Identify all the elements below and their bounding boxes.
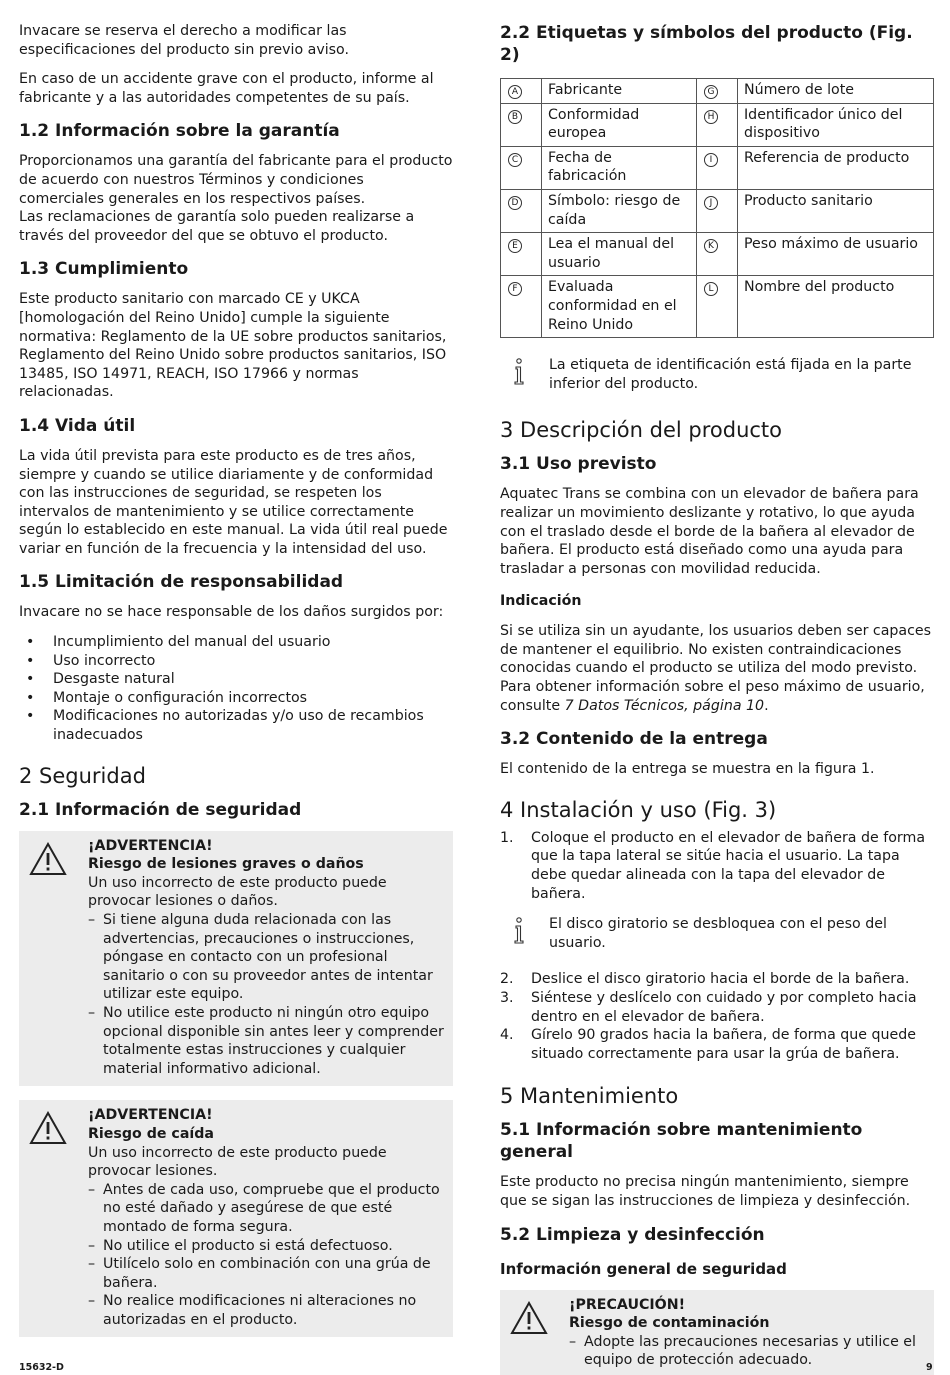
section-3-heading: 3 Descripción del producto	[500, 418, 783, 443]
circled-letter: H	[704, 110, 718, 124]
section-3-2-heading: 3.2 Contenido de la entrega	[500, 729, 768, 750]
warning-icon	[29, 1111, 67, 1145]
list-item: • Uso incorrecto	[19, 652, 453, 671]
symbol-letter-cell	[501, 103, 542, 146]
caution-list	[569, 1333, 925, 1370]
symbol-letter-cell	[697, 146, 738, 189]
circled-letter: E	[508, 239, 522, 253]
symbol-description-cell: Referencia de producto	[738, 146, 934, 189]
table-row	[501, 146, 934, 189]
step-number: 4.	[500, 1027, 514, 1044]
section-3-1-heading: 3.1 Uso previsto	[500, 454, 657, 475]
warning-heading: ¡ADVERTENCIA!	[88, 1107, 213, 1124]
table-row	[501, 79, 934, 104]
symbol-description-cell: Fecha de fabricación	[542, 146, 697, 189]
table-row	[501, 276, 934, 338]
warning-box-2	[19, 1100, 453, 1337]
circled-letter: C	[508, 153, 522, 167]
intro-paragraph-1: Invacare se reserva el derecho a modificar las especificaciones del producto sin previo aviso.	[19, 23, 349, 58]
list-item: • Desgaste natural	[19, 670, 453, 689]
info-icon	[512, 917, 526, 945]
section-5-1-heading: 5.1 Información sobre mantenimiento general	[500, 1120, 863, 1163]
info-note-text: El disco giratorio se desbloquea con el peso del usuario.	[549, 916, 887, 951]
warning-box-1	[19, 831, 453, 1087]
circled-letter: F	[508, 282, 522, 296]
cross-reference-link[interactable]: 7 Datos Técnicos, página 10	[564, 697, 765, 714]
section-2-2-heading: 2.2 Etiquetas y símbolos del producto (Fig. 2)	[500, 23, 913, 65]
section-1-5-heading: 1.5 Limitación de responsabilidad	[19, 572, 344, 593]
step-number: 3.	[500, 990, 514, 1006]
liability-paragraph: Invacare no se hace responsable de los daños surgidos por:	[19, 604, 444, 621]
footer-page-number: 9	[926, 1362, 933, 1373]
compliance-paragraph: Este producto sanitario con marcado CE y UKCA [homologación del Reino Unido] cumple la siguiente normativa: Reglamento de la UE sobre productos sanitarios, Reglamento del Reino Unido sobre productos sanitarios, ISO 13485, ISO 14971, REACH, ISO 17966 y normas relacionadas.	[19, 291, 447, 401]
indication-paragraph	[500, 622, 934, 715]
info-note-2	[500, 915, 934, 952]
warranty-paragraph	[19, 152, 453, 245]
symbol-description-cell: Número de lote	[738, 79, 934, 104]
list-item	[500, 989, 934, 1026]
section-2-heading: 2 Seguridad	[19, 763, 146, 788]
symbol-letter-cell	[501, 79, 542, 104]
section-2-1-heading: 2.1 Información de seguridad	[19, 799, 302, 820]
warning-text: Un uso incorrecto de este producto puede provocar lesiones.	[88, 1144, 387, 1180]
indication-end: .	[764, 697, 769, 714]
list-item: • Montaje o configuración incorrectos	[19, 689, 453, 708]
symbol-letter-cell	[697, 79, 738, 104]
symbol-letter-cell	[697, 103, 738, 146]
list-item: – Adopte las precauciones necesarias y utilice el equipo de protección adecuado.	[569, 1333, 925, 1370]
warning-text: Un uso incorrecto de este producto puede provocar lesiones o daños.	[88, 874, 387, 910]
symbol-description-cell: Identificador único del dispositivo	[738, 103, 934, 146]
step-text: Siéntese y deslícelo con cuidado y por completo hacia dentro en el elevador de bañera.	[531, 990, 917, 1025]
section-4-heading: 4 Instalación y uso (Fig. 3)	[500, 797, 777, 822]
list-item: – No utilice el producto si está defectuoso.	[88, 1237, 444, 1256]
steps-list-1	[500, 829, 934, 903]
info-note-text: La etiqueta de identificación está fijada en la parte inferior del producto.	[549, 357, 912, 392]
circled-letter: G	[704, 85, 718, 99]
caution-heading: ¡PRECAUCIÓN!	[569, 1296, 686, 1313]
warning-subheading: Riesgo de caída	[88, 1125, 214, 1142]
symbol-letter-cell	[501, 233, 542, 276]
symbol-description-cell: Nombre del producto	[738, 276, 934, 338]
maintenance-paragraph: Este producto no precisa ningún mantenimiento, siempre que se sigan las instrucciones de limpieza y desinfección.	[500, 1174, 911, 1209]
info-note-1	[500, 356, 934, 393]
service-life-paragraph: La vida útil prevista para este producto es de tres años, siempre y cuando se utilice diariamente y de conformidad con las instrucciones de seguridad, se respeten los intervalos de mantenimiento y se utilice correctamente según lo establecido en este manual. La vida útil real puede variar en función de la frecuencia y la intensidad del uso.	[19, 447, 448, 557]
warning-icon	[29, 842, 67, 876]
list-item: • Modificaciones no autorizadas y/o uso de recambios inadecuados	[19, 707, 453, 744]
general-safety-heading: Información general de seguridad	[500, 1259, 787, 1278]
circled-letter: B	[508, 110, 522, 124]
warning-icon	[510, 1301, 548, 1335]
table-row	[501, 233, 934, 276]
indication-heading: Indicación	[500, 593, 582, 610]
symbol-description-cell: Lea el manual del usuario	[542, 233, 697, 276]
circled-letter: I	[704, 153, 718, 167]
warranty-text-1: Proporcionamos una garantía del fabricante para el producto de acuerdo con nuestros Términos y condiciones comerciales generales en los respectivos países.	[19, 153, 453, 207]
list-item: – Si tiene alguna duda relacionada con las advertencias, precauciones o instrucciones, póngase en contacto con un profesional sanitario o con su proveedor antes de intentar utilizar este equipo.	[88, 911, 444, 1004]
delivery-paragraph: El contenido de la entrega se muestra en la figura 1.	[500, 761, 875, 778]
list-item	[500, 1026, 934, 1063]
circled-letter: L	[704, 282, 718, 296]
symbol-letter-cell	[697, 189, 738, 232]
step-text: Coloque el producto en el elevador de bañera de forma que la tapa lateral se sitúe hacia el usuario. La tapa debe quedar alineada con la tapa del elevador de bañera.	[531, 829, 926, 902]
caution-box	[500, 1290, 934, 1375]
list-item: – No realice modificaciones ni alteraciones no autorizadas en el producto.	[88, 1292, 444, 1329]
intended-use-paragraph: Aquatec Trans se combina con un elevador de bañera para realizar un movimiento deslizante y rotativo, lo que ayuda con el traslado desde el borde de la bañera al elevador de bañera. El producto está diseñado como una ayuda para trasladar a personas con movilidad reducida.	[500, 486, 919, 577]
liability-list	[19, 633, 453, 745]
footer-doc-id: 15632-D	[19, 1362, 64, 1373]
symbol-letter-cell	[501, 189, 542, 232]
table-row	[501, 189, 934, 232]
symbol-description-cell: Símbolo: riesgo de caída	[542, 189, 697, 232]
symbol-description-cell: Conformidad europea	[542, 103, 697, 146]
symbol-description-cell: Evaluada conformidad en el Reino Unido	[542, 276, 697, 338]
list-item: – Antes de cada uso, compruebe que el producto no esté dañado y asegúrese de que esté montado de forma segura.	[88, 1181, 444, 1237]
info-icon	[512, 358, 526, 386]
warning-heading: ¡ADVERTENCIA!	[88, 837, 213, 854]
list-item	[500, 970, 934, 989]
step-text: Deslice el disco giratorio hacia el borde de la bañera.	[531, 971, 910, 988]
list-item: 1. Coloque el producto en el elevador de bañera de forma que la tapa lateral se sitúe hacia el usuario. La tapa debe quedar alineada con la tapa del elevador de bañera.	[500, 829, 926, 902]
indication-text: Si se utiliza sin un ayudante, los usuarios deben ser capaces de mantener el equilibrio. No existen contraindicaciones conocidas cuando el producto se utiliza del modo previsto. Para obtener información sobre el peso máximo de usuario, consulte	[500, 623, 932, 714]
warning-list	[88, 1181, 444, 1330]
warranty-text-2: Las reclamaciones de garantía solo pueden realizarse a través del proveedor del que se obtuvo el producto.	[19, 209, 415, 244]
symbol-letter-cell	[697, 233, 738, 276]
circled-letter: A	[508, 85, 522, 99]
section-1-4-heading: 1.4 Vida útil	[19, 415, 136, 436]
symbol-description-cell: Producto sanitario	[738, 189, 934, 232]
list-item: – No utilice este producto ni ningún otro equipo opcional disponible sin antes leer y comprender totalmente estas instrucciones y cualquier material informativo adicional.	[88, 1004, 444, 1078]
list-item: • Incumplimiento del manual del usuario	[19, 633, 453, 652]
section-5-heading: 5 Mantenimiento	[500, 1084, 679, 1109]
symbol-letter-cell	[501, 276, 542, 338]
symbol-description-cell: Peso máximo de usuario	[738, 233, 934, 276]
symbol-letter-cell	[697, 276, 738, 338]
step-number: 2.	[500, 971, 514, 988]
step-text: Gírelo 90 grados hacia la bañera, de forma que quede situado correctamente para usar la grúa de bañera.	[531, 1027, 916, 1062]
section-1-3-heading: 1.3 Cumplimiento	[19, 259, 189, 280]
circled-letter: D	[508, 196, 522, 210]
right-column	[500, 22, 934, 1375]
symbol-letter-cell	[501, 146, 542, 189]
warning-list	[88, 911, 444, 1078]
section-5-2-heading: 5.2 Limpieza y desinfección	[500, 1224, 765, 1245]
left-column	[19, 22, 453, 1351]
caution-subheading: Riesgo de contaminación	[569, 1315, 770, 1332]
warning-subheading: Riesgo de lesiones graves o daños	[88, 856, 364, 873]
steps-list-2	[500, 970, 934, 1063]
list-item: – Utilícelo solo en combinación con una grúa de bañera.	[88, 1255, 444, 1292]
symbols-table	[500, 78, 934, 338]
circled-letter: K	[704, 239, 718, 253]
table-row	[501, 103, 934, 146]
section-1-2-heading: 1.2 Información sobre la garantía	[19, 121, 340, 142]
circled-letter: J	[704, 196, 718, 210]
symbol-description-cell: Fabricante	[542, 79, 697, 104]
intro-paragraph-2: En caso de un accidente grave con el producto, informe al fabricante y a las autoridades competentes de su país.	[19, 71, 434, 106]
